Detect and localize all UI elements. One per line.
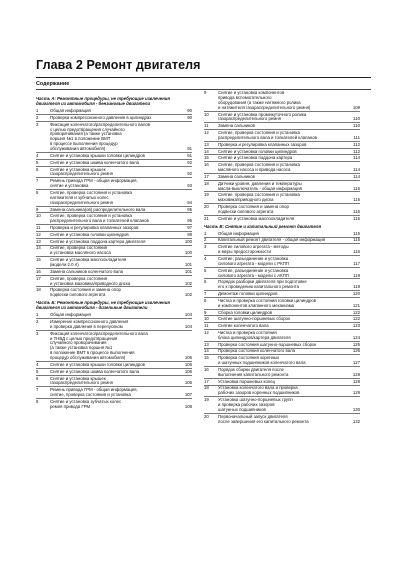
toc-entry[interactable] [36, 123, 192, 153]
toc-entry-number: 2 [36, 114, 39, 120]
toc-entry[interactable] [204, 269, 360, 280]
toc-entry-page: 119 [353, 272, 360, 278]
toc-entry[interactable] [36, 388, 192, 399]
toc-entry-number: 15 [36, 257, 41, 263]
toc-entry-title: Установка поршневых колец [218, 378, 276, 384]
toc-entry-number: 18 [204, 385, 209, 391]
toc-entry-page: 122 [352, 309, 360, 315]
toc-entry-number: 4 [204, 255, 207, 261]
toc-entry-number: 12 [204, 130, 209, 136]
toc-entry-title: Измерение компрессионного давления и проверка давления в перепускном [50, 318, 129, 329]
toc-entry[interactable] [204, 280, 360, 291]
toc-entry-title: Снятие и установка шкива коленчатого вала [50, 368, 139, 374]
toc-entry-number: 7 [36, 387, 39, 393]
toc-entry-number: 1 [36, 108, 39, 113]
toc-entry-number: 11 [204, 323, 209, 329]
toc-entry-page: 100 [184, 238, 192, 244]
toc-entry-title: Снятие и установка головки цилиндров [50, 231, 129, 237]
toc-entry-title: Проверка компрессионного давления в цилиндрах [50, 114, 152, 120]
toc-entry-page: 125 [352, 341, 360, 347]
toc-entry-page: 105 [184, 355, 192, 361]
toc-entry-number: 4 [36, 361, 39, 367]
toc-entry-title: Порядок разборки двигателя при подготовке его к проведению капитального ремонта [218, 279, 307, 290]
toc-entry-page: 120 [352, 291, 360, 297]
toc-entry-number: 1 [36, 312, 39, 318]
toc-list [204, 232, 360, 425]
toc-entry[interactable] [204, 143, 360, 149]
toc-entry-number: 8 [36, 398, 39, 404]
toc-entry-number: 6 [36, 166, 39, 172]
toc-entry-title: Снятие и установка крышек газораспределительного ремня [50, 166, 113, 177]
toc-entry-number: 20 [204, 204, 209, 210]
toc-entry[interactable] [204, 331, 360, 342]
toc-entry-title: Снятие коленчатого вала [218, 323, 269, 329]
toc-entry-title: Снятие и установка крышек газораспределительного ремня [50, 375, 113, 386]
toc-entry-number: 9 [204, 309, 207, 315]
toc-entry-page: 114 [353, 167, 360, 173]
toc-entry-page: 121 [352, 302, 360, 308]
toc-entry-number: 10 [204, 111, 209, 117]
toc-entry-number: 14 [204, 148, 209, 154]
toc-list [204, 91, 360, 222]
toc-entry-page: 101 [184, 268, 192, 274]
toc-entry-number: 16 [36, 268, 41, 274]
toc-entry-page: 115 [353, 237, 360, 243]
contents-heading: Содержание [36, 81, 70, 87]
toc-entry[interactable] [36, 277, 192, 288]
toc-entry-number: 11 [36, 225, 41, 231]
toc-entry-title: Фиксация коленчатого/распределительного валов с целью предотвращения случайного проворачивания (а также установка поршня №1 в положение ВМТ в процессе выполнения процедур обслуживания автомобиля) [50, 121, 151, 152]
toc-entry-page: 128 [352, 371, 360, 377]
toc-entry-number: 9 [204, 90, 207, 95]
toc-entry-title: Снятие, проверка состояния и установка масляного насоса и привода насоса [218, 162, 300, 173]
toc-entry-page: 115 [353, 197, 360, 203]
title-rule [36, 77, 371, 78]
toc-entry-number: 16 [204, 162, 209, 168]
part-heading: Часть В: Снятие и капитальный ремонт двигателя [204, 223, 321, 229]
toc-entry-title: Снятие и установка шкива коленчатого вала [50, 159, 139, 165]
toc-entry-page: 90 [187, 114, 192, 120]
toc-entry-page: 111 [353, 134, 360, 140]
toc-entry-title: Снятие и установка компонентов привода вспомогательного оборудования (а также натяжного ролика и натяжителя газораспределительного ремня) [218, 90, 311, 110]
toc-entry-number: 3 [36, 330, 39, 336]
toc-entry-page: 115 [353, 185, 360, 191]
toc-entry-title: Первоначальный запуск двигателя после завершения его капитального ремонта [218, 413, 309, 424]
toc-entry[interactable] [36, 370, 192, 376]
toc-entry-title: Снятие и установка поддона картера двигателя [50, 238, 146, 244]
toc-entry-page: 91 [187, 152, 192, 158]
toc-entry-number: 20 [204, 413, 209, 419]
toc-entry-number: 6 [36, 375, 39, 381]
toc-entry-title: Снятие и установка маслоохладителя [218, 215, 295, 221]
toc-entry-title: Снятие силового агрегата - методы и меры предосторожности [218, 244, 289, 255]
toc-entry-page: 106 [184, 380, 192, 386]
toc-entry-number: 18 [204, 180, 209, 186]
toc-entry-page: 115 [353, 208, 360, 214]
toc-entry-title: Проверка состояния и замена опор подвески силового агрегата [50, 287, 121, 298]
toc-entry-page: 117 [353, 260, 360, 266]
toc-entry-title: Снятие, проверка состояния и установка масляного насоса [50, 245, 111, 256]
toc-entry-number: 10 [204, 316, 209, 322]
toc-entry-page: 109 [352, 104, 360, 110]
toc-entry-number: 11 [204, 123, 209, 129]
toc-entry-title: Снятие, проверка состояния и установка маховика/приводного диска [50, 275, 131, 286]
toc-entry-number: 16 [204, 366, 209, 372]
toc-entry-number: 15 [204, 355, 209, 361]
toc-entry-title: Установка коленчатого вала и проверка рабочих зазоров коренных подшипников [218, 385, 300, 396]
toc-entry[interactable] [36, 168, 192, 179]
toc-entry[interactable] [204, 182, 360, 193]
toc-entry-page: 119 [353, 284, 360, 290]
toc-entry-title: Снятие, проверка состояния и установка распределительного вала и толкателей клапанов [50, 213, 149, 224]
toc-entry-title: Общая информация [218, 230, 259, 236]
toc-entry-number: 1 [204, 230, 207, 236]
toc-entry-number: 8 [204, 297, 207, 303]
toc-entry-title: Снятие и установка головки цилиндров [218, 148, 297, 154]
part-heading: Часть Б: Ремонтные процедуры, не требующие извлечения двигателя из автомобиля - дизельные двигатели [36, 300, 170, 311]
toc-entry[interactable] [204, 257, 360, 268]
toc-entry[interactable] [204, 368, 360, 379]
toc-entry-title: Проверка и регулировка клапанных зазоров [218, 141, 307, 147]
toc-entry-page: 124 [352, 334, 360, 340]
toc-entry-number: 7 [204, 291, 207, 297]
toc-entry-title: Общая информация [50, 108, 91, 113]
toc-entry-number: 12 [36, 231, 41, 237]
toc-entry-page: 97 [187, 225, 192, 231]
toc-entry-title: Ремень привода ГРМ - общая информация, снятие и установка [50, 178, 138, 189]
toc-entry[interactable] [36, 233, 192, 239]
toc-entry-title: Замена сальников [218, 123, 255, 129]
toc-entry[interactable] [204, 205, 360, 216]
toc-entry-title: Снятие, проверка состояния и установка распределительного вала и толкателей клапанов [218, 130, 317, 140]
toc-entry-title: Порядок сборки двигателя после выполнения капитального ремонта [218, 366, 289, 377]
toc-entry-page: 127 [352, 360, 360, 366]
toc-entry-page: 90 [187, 108, 192, 113]
toc-entry-number: 14 [36, 245, 41, 251]
toc-entry-number: 17 [204, 173, 209, 179]
toc-entry[interactable] [36, 258, 192, 269]
toc-entry-title: Замена сальника(ов) распределительного вала [50, 206, 146, 212]
toc-entry[interactable] [36, 377, 192, 388]
toc-entry-title: Чистка и проверка состояния головки цилиндров и компонентов клапанного механизма [218, 297, 317, 308]
toc-entry-page: 93 [187, 183, 192, 189]
toc-entry-page: 114 [353, 173, 360, 179]
toc-entry-title: Снятие и установка зубчатых колес ремня привода ГРМ [50, 398, 122, 409]
toc-entry-page: 98 [187, 231, 192, 237]
toc-entry-title: Замена сальников [218, 173, 255, 179]
toc-entry-title: Снятие и установка крышки головки цилиндров [50, 152, 145, 158]
toc-entry-page: 108 [184, 403, 192, 409]
toc-entry-page: 115 [353, 230, 360, 236]
toc-entry-page: 102 [184, 292, 192, 298]
toc-entry[interactable] [204, 299, 360, 310]
toc-entry-title: Установка шатунно-поршневых групп и проверка рабочих зазоров шатунных подшипников [218, 397, 293, 412]
toc-entry[interactable] [204, 398, 360, 414]
toc-entry-number: 10 [36, 213, 41, 219]
toc-entry[interactable] [36, 116, 192, 122]
toc-entry-title: Проверка состояния и замена опор подвески силового агрегата [218, 204, 289, 214]
toc-entry-page: 102 [184, 280, 192, 286]
toc-entry-title: Ремень привода ГРМ - общая информация, снятие, проверка состояния и установка [50, 387, 138, 398]
toc-entry-number: 13 [36, 238, 41, 244]
toc-entry-title: Снятие и установка маслоохладителя (модели 2.0 л) [50, 257, 127, 268]
toc-entry-title: Замена сальников коленчатого вала [50, 268, 124, 274]
toc-entry-number: 8 [36, 189, 39, 195]
toc-entry[interactable] [204, 163, 360, 174]
toc-entry[interactable] [36, 332, 192, 362]
toc-entry-page: 126 [352, 348, 360, 354]
toc-list [36, 313, 192, 410]
toc-entry[interactable] [36, 154, 192, 160]
toc-list [36, 109, 192, 298]
toc-entry-page: 114 [353, 155, 360, 161]
toc-entry[interactable] [36, 270, 192, 276]
toc-entry-number: 3 [36, 121, 39, 127]
toc-entry-number: 18 [36, 287, 41, 293]
toc-entry-page: 95 [187, 218, 192, 224]
toc-entry-page: 112 [353, 148, 360, 154]
toc-entry-page: 92 [187, 171, 192, 177]
toc-entry-number: 12 [204, 329, 209, 335]
toc-entry-number: 17 [36, 275, 41, 281]
toc-entry[interactable] [204, 193, 360, 204]
toc-entry-page: 94 [187, 199, 192, 205]
toc-entry-title: Снятие, разъединение и установка силового агрегата - модели с РКПП [218, 255, 289, 266]
toc-entry-number: 17 [204, 378, 209, 384]
toc-entry-page: 129 [352, 390, 360, 396]
toc-entry-title: Проверка состояния коренных и шатунных подшипников коленчатого вала [218, 355, 306, 366]
toc-entry[interactable] [204, 131, 360, 142]
toc-entry-page: 110 [353, 123, 360, 129]
toc-entry-title: Снятие и установка промежуточного ролика газораспределительного ремня [218, 111, 307, 122]
toc-entry-page: 123 [352, 323, 360, 329]
toc-entry-page: 116 [353, 249, 360, 255]
toc-entry[interactable] [204, 217, 360, 222]
toc-entry-page: 95 [187, 206, 192, 212]
toc-entry[interactable] [204, 175, 360, 181]
toc-entry-page: 92 [187, 159, 192, 165]
toc-right-column [204, 91, 360, 425]
toc-left-column [36, 94, 192, 411]
toc-entry-page: 106 [184, 368, 192, 374]
toc-entry-title: Проверка состояния шатунно-поршневых сборок [218, 341, 317, 347]
toc-entry-page: 107 [184, 392, 192, 398]
toc-entry[interactable] [36, 400, 192, 410]
toc-entry-page: 130 [352, 406, 360, 412]
toc-entry-number: 2 [36, 318, 39, 324]
toc-entry-title: Снятие и установка поддона картера [218, 155, 293, 161]
toc-entry-number: 14 [204, 348, 209, 354]
toc-entry-page: 104 [184, 323, 192, 329]
toc-entry-page: 128 [352, 378, 360, 384]
toc-entry[interactable] [36, 179, 192, 190]
toc-entry-title: Снятие, проверка состояния и установка маховика/приводного диска [218, 192, 300, 203]
toc-entry-title: Сборка головки цилиндров [218, 309, 273, 315]
toc-entry[interactable] [204, 415, 360, 425]
toc-entry-page: 122 [352, 316, 360, 322]
toc-entry-page: 115 [353, 215, 360, 221]
toc-entry-title: Датчики уровня, давления и температуры масла-выключатель - общая информация [218, 180, 302, 191]
toc-entry-page: 110 [353, 116, 360, 122]
toc-entry-page: 91 [187, 146, 192, 152]
toc-entry-title: Общая информация [50, 312, 91, 318]
toc-entry-number: 5 [204, 267, 207, 273]
toc-entry[interactable] [36, 214, 192, 225]
toc-entry-title: Снятие, разъединение и установка силового агрегата - модели с АКПП [218, 267, 289, 278]
toc-entry-page: 112 [353, 141, 360, 147]
toc-entry[interactable] [204, 91, 360, 112]
toc-entry-title: Проверка состояния коленчатого вала [218, 348, 296, 354]
toc-entry[interactable] [204, 113, 360, 124]
toc-entry-page: 104 [184, 312, 192, 318]
chapter-title: Глава 2 Ремонт двигателя [36, 58, 201, 72]
toc-entry-title: Снятие шатунно-поршневых сборок [218, 316, 290, 322]
toc-entry-number: 7 [36, 178, 39, 184]
toc-entry-title: Проверка и регулировка клапанных зазоров [50, 225, 139, 231]
toc-entry-number: 13 [204, 341, 209, 347]
toc-entry-number: 19 [204, 192, 209, 198]
toc-entry-title: Снятие и установка крышки головки цилиндров [50, 361, 145, 367]
toc-entry[interactable] [36, 288, 192, 298]
toc-entry-number: 3 [204, 244, 207, 250]
toc-entry[interactable] [36, 191, 192, 207]
toc-entry[interactable] [36, 161, 192, 167]
toc-entry-title: Фиксация коленчатого/распределительного вала и ТНВД с целью предотвращения случайного проворачивания (а также установка поршня №1 в положение ВМТ в процессе выполнения процедур обслуживания автомобиля) [50, 330, 148, 361]
toc-entry-number: 19 [204, 397, 209, 403]
toc-entry-title: Капитальный ремонт двигателя - общая информация [218, 237, 326, 243]
toc-entry[interactable] [36, 363, 192, 369]
toc-entry[interactable] [204, 245, 360, 256]
toc-entry-number: 9 [36, 206, 39, 212]
toc-entry[interactable] [204, 356, 360, 367]
toc-entry-number: 2 [204, 237, 207, 243]
toc-entry-title: Снятие, проверка состояния и установка натяжителя и зубчатых колес газораспределительного ремня [50, 189, 132, 205]
toc-entry-page: 100 [184, 250, 192, 256]
toc-entry[interactable] [36, 246, 192, 257]
toc-entry[interactable] [204, 386, 360, 397]
toc-entry-page: 132 [352, 418, 360, 424]
toc-entry-title: Чистка и проверка состояния блока цилиндров/картера двигателя [218, 329, 291, 340]
toc-entry-number: 5 [36, 368, 39, 374]
toc-entry-number: 15 [204, 155, 209, 161]
toc-entry[interactable] [36, 320, 192, 331]
toc-entry-title: Демонтаж головки цилиндров [218, 291, 278, 297]
toc-entry-page: 106 [184, 361, 192, 367]
toc-entry-number: 5 [36, 159, 39, 165]
toc-entry-page: 101 [184, 262, 192, 268]
toc-entry-number: 6 [204, 279, 207, 285]
toc-entry-number: 4 [36, 152, 39, 158]
part-heading: Часть А: Ремонтные процедуры, не требующие извлечения двигателя из автомобиля - бензиновые двигатели [36, 96, 170, 106]
toc-entry-number: 21 [204, 215, 209, 221]
toc-entry-number: 13 [204, 141, 209, 147]
